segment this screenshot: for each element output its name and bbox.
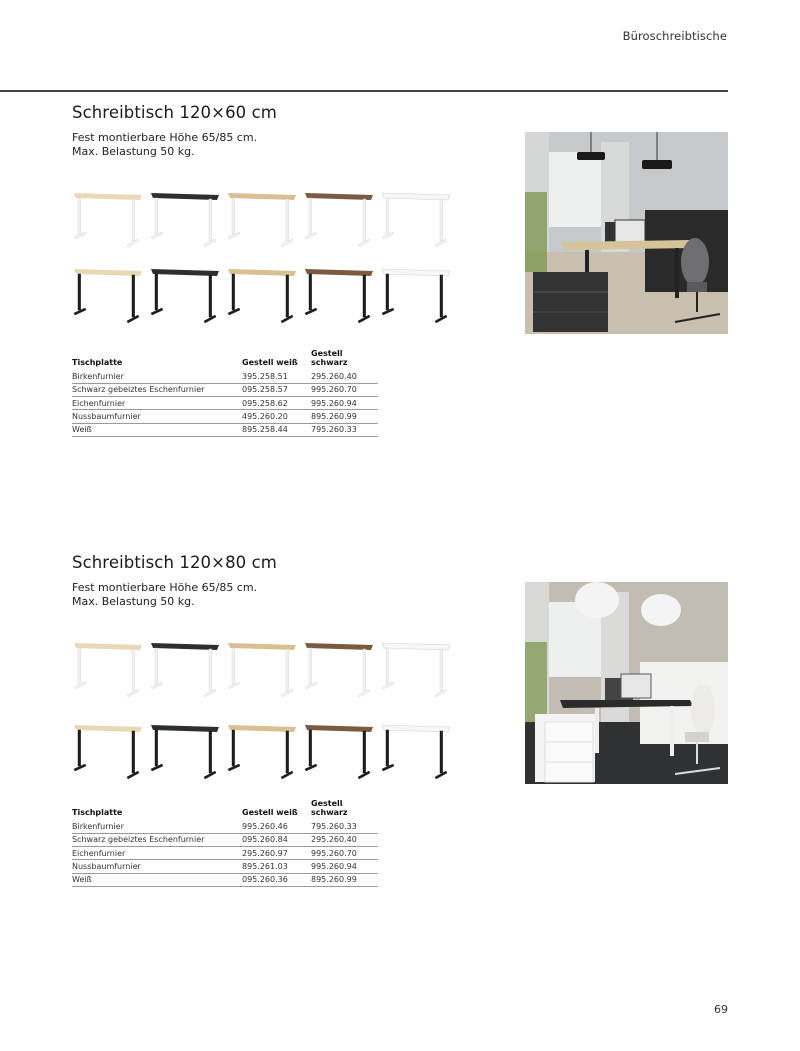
- header-rule: [0, 90, 728, 92]
- office-photo-black-desk: [525, 132, 728, 334]
- office-scene-image: [525, 582, 728, 784]
- tabletop-name: Weiß: [72, 873, 242, 886]
- tabletop-name: Schwarz gebeiztes Eschenfurnier: [72, 383, 242, 396]
- desk-variant-image: [72, 723, 144, 783]
- desk-row-black-frame: [72, 723, 452, 783]
- desk-variant-image: [380, 191, 452, 251]
- table-row: [72, 423, 378, 436]
- desk-variant-image: [380, 641, 452, 701]
- desk-row-white-frame: [72, 641, 452, 701]
- tabletop-name: Birkenfurnier: [72, 820, 242, 833]
- description-line: Fest montierbare Höhe 65/85 cm.: [72, 581, 258, 594]
- column-header-gestell-schwarz: Gestell schwarz: [311, 349, 348, 367]
- desk-variant-image: [380, 267, 452, 327]
- desk-variant-image: [149, 267, 221, 327]
- desk-variant-image: [226, 191, 298, 251]
- tabletop-name: Nussbaumfurnier: [72, 410, 242, 423]
- article-number: 295.260.40: [311, 833, 378, 846]
- article-number: 895.260.99: [311, 873, 378, 886]
- article-number: 295.260.40: [311, 370, 378, 383]
- column-header-gestell-weiss: Gestell weiß: [242, 358, 298, 367]
- article-number: 995.260.70: [311, 847, 378, 860]
- article-number: 995.260.70: [311, 383, 378, 396]
- desk-variant-image: [303, 723, 375, 783]
- desk-variant-image: [149, 641, 221, 701]
- article-number: 895.260.99: [311, 410, 378, 423]
- article-number: 095.258.62: [242, 397, 311, 410]
- article-number: 995.260.46: [242, 820, 311, 833]
- article-number: 795.260.33: [311, 820, 378, 833]
- article-number: 095.260.84: [242, 833, 311, 846]
- description-line: Fest montierbare Höhe 65/85 cm.: [72, 131, 258, 144]
- tabletop-name: Eichenfurnier: [72, 847, 242, 860]
- article-number: 095.260.36: [242, 873, 311, 886]
- section-title: Schreibtisch 120×60 cm: [72, 103, 277, 122]
- article-number: 795.260.33: [311, 423, 378, 436]
- table-header-row: [72, 799, 378, 820]
- table-row: [72, 383, 378, 396]
- page-number: 69: [714, 1003, 728, 1016]
- table-row: [72, 410, 378, 423]
- desk-variant-image: [303, 641, 375, 701]
- desk-variant-image: [226, 267, 298, 327]
- tabletop-name: Weiß: [72, 423, 242, 436]
- article-number: 395.258.51: [242, 370, 311, 383]
- article-number-table: [72, 799, 378, 887]
- desk-row-black-frame: [72, 267, 452, 327]
- desk-variant-image: [226, 641, 298, 701]
- table-row: [72, 397, 378, 410]
- running-head: Büroschreibtische: [622, 29, 727, 43]
- article-number: 495.260.20: [242, 410, 311, 423]
- desk-variant-image: [226, 723, 298, 783]
- description-line: Max. Belastung 50 kg.: [72, 145, 195, 158]
- desk-variant-image: [149, 723, 221, 783]
- tabletop-name: Eichenfurnier: [72, 397, 242, 410]
- article-number-table: [72, 349, 378, 437]
- article-number: 895.261.03: [242, 860, 311, 873]
- table-row: [72, 860, 378, 873]
- desk-variant-image: [72, 267, 144, 327]
- article-number: 995.260.94: [311, 397, 378, 410]
- desk-row-white-frame: [72, 191, 452, 251]
- table-row: [72, 370, 378, 383]
- article-number: 295.260.97: [242, 847, 311, 860]
- table-row: [72, 833, 378, 846]
- article-number: 895.258.44: [242, 423, 311, 436]
- description-line: Max. Belastung 50 kg.: [72, 595, 195, 608]
- desk-variant-image: [380, 723, 452, 783]
- tabletop-name: Nussbaumfurnier: [72, 860, 242, 873]
- section-title: Schreibtisch 120×80 cm: [72, 553, 277, 572]
- table-row: [72, 873, 378, 886]
- table-header-row: [72, 349, 378, 370]
- article-number: 995.260.94: [311, 860, 378, 873]
- table-row: [72, 820, 378, 833]
- desk-variant-image: [72, 191, 144, 251]
- article-number: 095.258.57: [242, 383, 311, 396]
- column-header-tischplatte: Tischplatte: [72, 358, 123, 367]
- desk-variant-image: [149, 191, 221, 251]
- column-header-gestell-schwarz: Gestell schwarz: [311, 799, 348, 817]
- desk-variant-image: [72, 641, 144, 701]
- desk-variant-image: [303, 191, 375, 251]
- table-row: [72, 847, 378, 860]
- tabletop-name: Birkenfurnier: [72, 370, 242, 383]
- desk-variant-image: [303, 267, 375, 327]
- column-header-gestell-weiss: Gestell weiß: [242, 808, 298, 817]
- office-scene-image: [525, 132, 728, 334]
- tabletop-name: Schwarz gebeiztes Eschenfurnier: [72, 833, 242, 846]
- office-photo-white-desk: [525, 582, 728, 784]
- column-header-tischplatte: Tischplatte: [72, 808, 123, 817]
